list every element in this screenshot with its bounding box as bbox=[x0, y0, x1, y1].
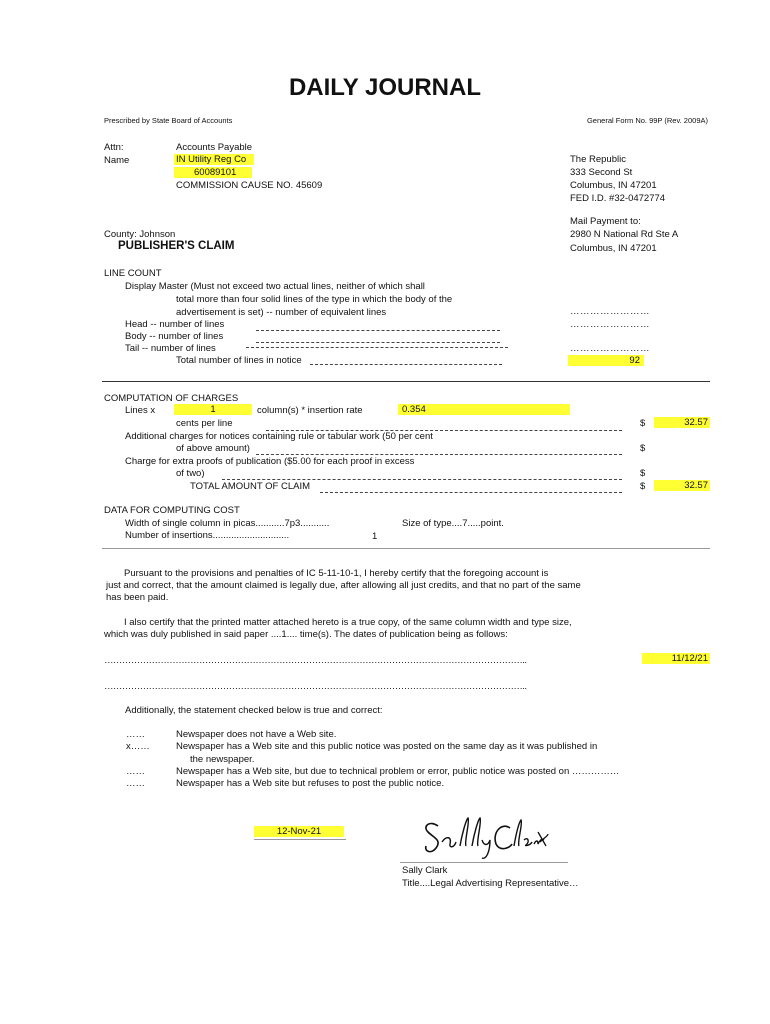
publication-dates-dots-2: …………………………………………………………………………………………………………………………….. bbox=[104, 681, 527, 692]
signer-title: Title....Legal Advertising Representative… bbox=[402, 878, 579, 889]
publisher-street: 333 Second St bbox=[570, 167, 633, 178]
rate-label: column(s) * insertion rate bbox=[257, 405, 363, 416]
additionally-statement: Additionally, the statement checked below is true and correct: bbox=[125, 705, 383, 716]
publication-date: 11/12/21 bbox=[642, 653, 710, 664]
insertions-label: Number of insertions............................. bbox=[125, 530, 290, 541]
body-lines-label: Body -- number of lines bbox=[125, 331, 224, 342]
total-lines-value: 92 bbox=[568, 355, 644, 366]
publisher-city: Columbus, IN 47201 bbox=[570, 180, 657, 191]
insertions-value: 1 bbox=[372, 531, 378, 542]
line-count-heading: LINE COUNT bbox=[104, 268, 162, 279]
statement-1-text: Newspaper does not have a Web site. bbox=[176, 729, 337, 740]
form-number: General Form No. 99P (Rev. 2009A) bbox=[586, 116, 708, 125]
certification-line-2: just and correct, that the amount claimed is legally due, after allowing all just credits, and that no part of the same bbox=[106, 580, 581, 591]
signature-date: 12-Nov-21 bbox=[254, 826, 344, 837]
statement-2-continued: the newspaper. bbox=[190, 754, 255, 765]
proofs-currency: $ bbox=[640, 468, 646, 479]
additional-charges-line-1: Additional charges for notices containing rule or tabular work (50 per cent bbox=[125, 431, 433, 442]
total-claim-currency: $ bbox=[640, 481, 646, 492]
handwritten-signature bbox=[420, 812, 550, 862]
statement-2-mark: x…… bbox=[126, 741, 150, 752]
lines-value: 1 bbox=[174, 404, 252, 415]
statement-1-mark: …… bbox=[126, 729, 145, 740]
statement-3-mark: …… bbox=[126, 766, 145, 777]
proofs-line-2: of two) bbox=[176, 468, 205, 479]
statement-4-mark: …… bbox=[126, 778, 145, 789]
line-amount: 32.57 bbox=[654, 417, 710, 428]
publisher-fed-id: FED I.D. #32-0472774 bbox=[570, 193, 666, 204]
total-claim-label: TOTAL AMOUNT OF CLAIM bbox=[190, 481, 310, 492]
statement-4-text: Newspaper has a Web site but refuses to post the public notice. bbox=[176, 778, 445, 789]
display-master-line-3: advertisement is set) -- number of equivalent lines bbox=[176, 307, 387, 318]
tail-lines-dots: …………………… bbox=[570, 343, 650, 354]
total-lines-leader bbox=[310, 364, 502, 365]
addressee-name: IN Utility Reg Co bbox=[174, 154, 254, 165]
proofs-line-1: Charge for extra proofs of publication ($5.00 for each proof in excess bbox=[125, 456, 415, 467]
signature-date-line bbox=[254, 839, 346, 840]
attn-value: Accounts Payable bbox=[176, 142, 253, 153]
cents-per-line: cents per line bbox=[176, 418, 233, 429]
name-label: Name bbox=[104, 155, 130, 166]
claim-title: PUBLISHER'S CLAIM bbox=[118, 240, 235, 252]
mail-payment-label: Mail Payment to: bbox=[570, 216, 641, 227]
head-lines-dots: …………………… bbox=[570, 319, 650, 330]
county: County: Johnson bbox=[104, 229, 176, 240]
section-divider bbox=[102, 381, 710, 382]
body-lines-leader bbox=[256, 342, 500, 343]
additional-leader bbox=[256, 454, 622, 455]
account-number: 60089101 bbox=[174, 167, 252, 178]
line-amount-currency: $ bbox=[640, 418, 646, 429]
total-lines-label: Total number of lines in notice bbox=[176, 355, 302, 366]
display-master-line-1: Display Master (Must not exceed two actual lines, neither of which shall bbox=[125, 281, 425, 292]
signature-line bbox=[400, 862, 568, 863]
publisher-name: The Republic bbox=[570, 154, 626, 165]
publication-line-2: which was duly published in said paper ....1.... time(s). The dates of publication being as follows: bbox=[104, 629, 508, 640]
signer-name: Sally Clark bbox=[402, 865, 448, 876]
cause-number: COMMISSION CAUSE NO. 45609 bbox=[176, 180, 323, 191]
additional-charges-line-2: of above amount) bbox=[176, 443, 250, 454]
publication-dates-dots: …………………………………………………………………………………………………………………………….. bbox=[104, 655, 527, 666]
lines-label: Lines x bbox=[125, 405, 156, 416]
total-claim-value: 32.57 bbox=[654, 480, 710, 491]
computing-divider bbox=[102, 548, 710, 549]
display-master-line-2: total more than four solid lines of the type in which the body of the bbox=[176, 294, 453, 305]
prescribed-by: Prescribed by State Board of Accounts bbox=[104, 116, 233, 125]
head-lines-leader bbox=[256, 330, 500, 331]
mail-city: Columbus, IN 47201 bbox=[570, 243, 657, 254]
certification-line-3: has been paid. bbox=[106, 592, 169, 603]
computing-heading: DATA FOR COMPUTING COST bbox=[104, 505, 240, 516]
tail-lines-label: Tail -- number of lines bbox=[125, 343, 216, 354]
mail-street: 2980 N National Rd Ste A bbox=[570, 229, 679, 240]
statement-3-text: Newspaper has a Web site, but due to technical problem or error, public notice was posted on …………… bbox=[176, 766, 620, 777]
statement-2-text: Newspaper has a Web site and this public notice was posted on the same day as it was published in bbox=[176, 741, 598, 752]
charges-heading: COMPUTATION OF CHARGES bbox=[104, 393, 239, 404]
tail-lines-leader bbox=[246, 347, 508, 348]
additional-currency: $ bbox=[640, 443, 646, 454]
page-title: DAILY JOURNAL bbox=[288, 74, 482, 101]
head-lines-label: Head -- number of lines bbox=[125, 319, 225, 330]
column-width: Width of single column in picas...........7p3........... bbox=[125, 518, 330, 529]
total-claim-leader bbox=[320, 492, 622, 493]
rate-value: 0.354 bbox=[398, 404, 570, 415]
proofs-leader bbox=[222, 479, 622, 480]
publication-line-1: I also certify that the printed matter attached hereto is a true copy, of the same column width and type size, bbox=[124, 617, 572, 628]
attn-label: Attn: bbox=[104, 142, 124, 153]
type-size: Size of type....7.....point. bbox=[402, 518, 504, 529]
display-master-dots: …………………… bbox=[570, 306, 650, 317]
certification-line-1: Pursuant to the provisions and penalties of IC 5-11-10-1, I hereby certify that the foregoing account is bbox=[124, 568, 549, 579]
